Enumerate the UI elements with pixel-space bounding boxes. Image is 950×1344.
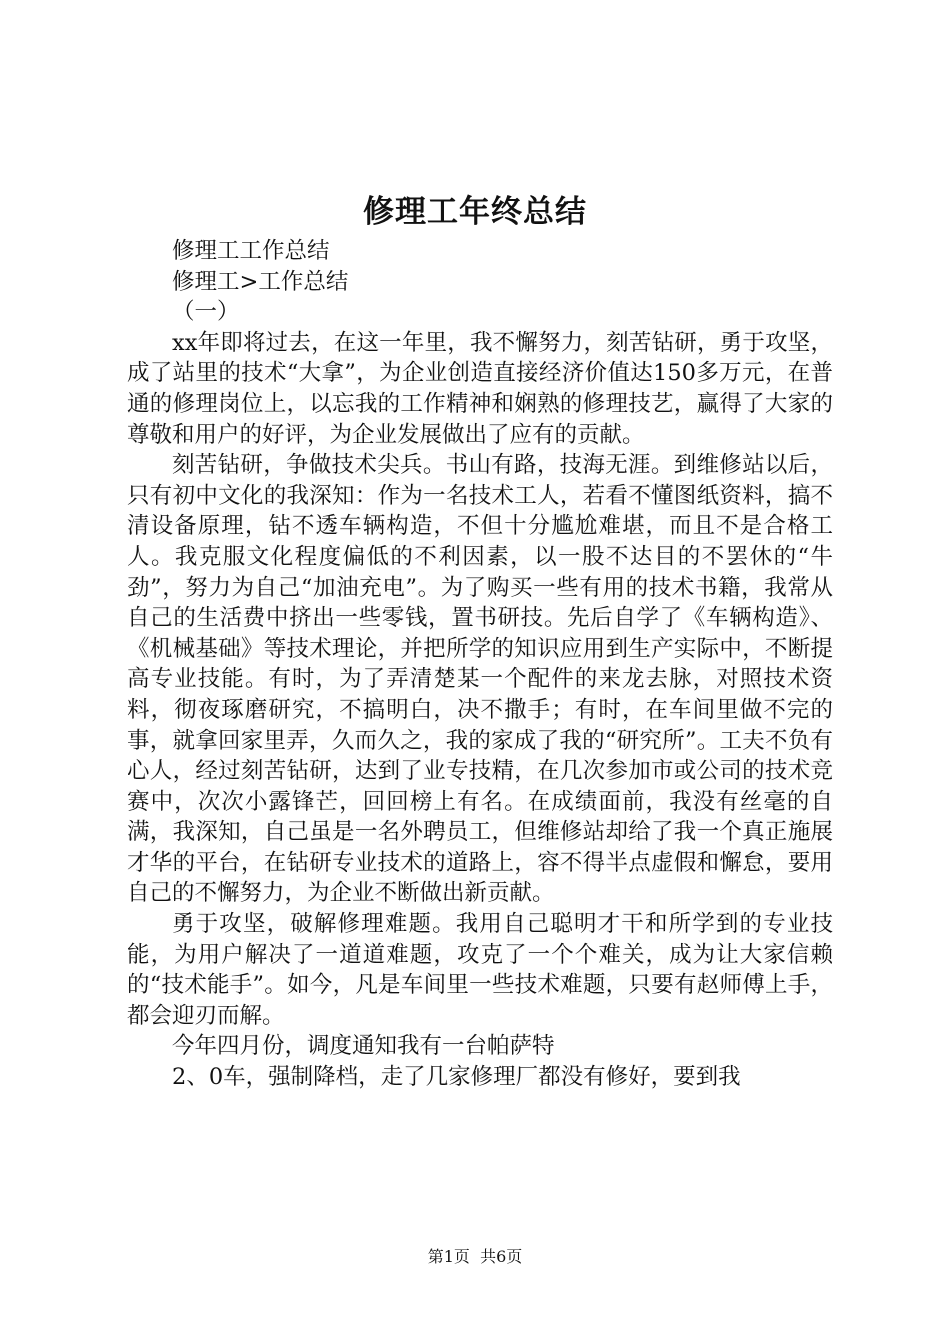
page-number: 第1页 共6页 [427,1247,523,1266]
paragraph: 2、0车，强制降档，走了几家修理厂都没有修好，要到我 [172,1064,741,1091]
document-body [127,236,833,1093]
paragraph: 今年四月份，调度通知我有一台帕萨特 [172,1033,555,1060]
paragraph: xx年即将过去，在这一年里，我不懈努力，刻苦钻研，勇于攻坚，成了站里的技术“大拿”，为企业创造直接经济价值达150多万元，在普通的修理岗位上，以忘我的工作精神和娴熟的修理技艺，赢得了大家的尊敬和用户的好评，为企业发展做出了应有的贡献。 [127,329,833,448]
subtitle-line: 修理工>工作总结 [172,268,349,295]
paragraph: 刻苦钻研，争做技术尖兵。书山有路，技海无涯。到维修站以后，只有初中文化的我深知：作为一名技术工人，若看不懂图纸资料，搞不清设备原理，钻不透车辆构造，不但十分尴尬难堪，而且不是合格工人。我克服文化程度偏低的不利因素，以一股不达目的不罢休的“牛劲”，努力为自己“加油充电”。为了购买一些有用的技术书籍，我常从自己的生活费中挤出一些零钱，置书研技。先后自学了《车辆构造》、《机械基础》等技术理论，并把所学的知识应用到生产实际中，不断提高专业技能。有时，为了弄清楚某一个配件的来龙去脉，对照技术资料，彻夜琢磨研究，不搞明白，决不撒手；有时，在车间里做不完的事，就拿回家里弄，久而久之，我的家成了我的“研究所”。工夫不负有心人，经过刻苦钻研，达到了业专技精，在几次参加市或公司的技术竞赛中，次次小露锋芒，回回榜上有名。在成绩面前，我没有丝毫的自满，我深知，自己虽是一名外聘员工，但维修站却给了我一个真正施展才华的平台，在钻研专业技术的道路上，容不得半点虚假和懈怠，要用自己的不懈努力，为企业不断做出新贡献。 [127,452,833,907]
subtitle-line: 修理工工作总结 [172,238,330,264]
paragraph: 勇于攻坚，破解修理难题。我用自己聪明才干和所学到的专业技能，为用户解决了一道道难题，攻克了一个个难关，成为让大家信赖的“技术能手”。如今，凡是车间里一些技术难题，只要有赵师傅上手，都会迎刃而解。 [127,911,833,1029]
page-footer [0,1244,950,1267]
section-marker: （一） [172,299,240,326]
document-title: 修理工年终总结 [363,194,587,230]
